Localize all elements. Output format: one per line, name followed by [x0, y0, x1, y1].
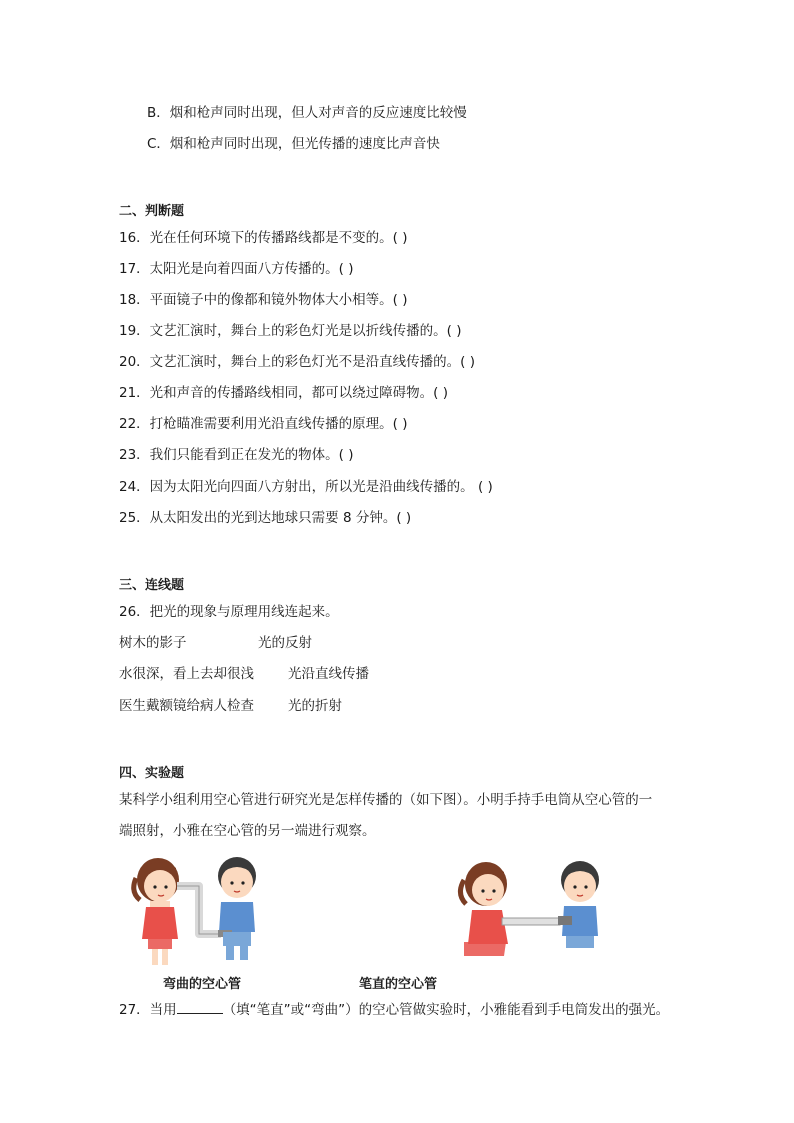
list-item: 16．光在任何环境下的传播路线都是不变的。( )	[119, 230, 408, 246]
list-item: 22．打枪瞄准需要利用光沿直线传播的原理。( )	[119, 416, 408, 432]
section-heading-experiment: 四、实验题	[119, 766, 185, 781]
matching-right-item: 光的折射	[288, 698, 342, 714]
list-item: 24．因为太阳光向四面八方射出，所以光是沿曲线传播的。 ( )	[119, 479, 493, 495]
list-item: 19．文艺汇演时，舞台上的彩色灯光是以折线传播的。( )	[119, 323, 462, 339]
list-item: 17．太阳光是向着四面八方传播的。( )	[119, 261, 354, 277]
matching-question: 26．把光的现象与原理用线连起来。	[119, 604, 339, 620]
caption-straight-tube: 笔直的空心管	[359, 977, 438, 992]
option-b: B．烟和枪声同时出现，但人对声音的反应速度比较慢	[147, 105, 467, 121]
matching-right-item: 光的反射	[258, 635, 312, 651]
option-c: C．烟和枪声同时出现，但光传播的速度比声音快	[147, 136, 440, 152]
girl-figure	[460, 862, 508, 956]
list-item: 18．平面镜子中的像都和镜外物体大小相等。( )	[119, 292, 408, 308]
list-item: 23．我们只能看到正在发光的物体。( )	[119, 447, 354, 463]
matching-left-item: 水很深，看上去却很浅	[119, 666, 254, 682]
matching-left-item: 医生戴额镜给病人检查	[119, 698, 254, 714]
section-heading-judgement: 二、判断题	[119, 204, 185, 219]
straight-tube-illustration	[452, 850, 612, 970]
list-item: 21．光和声音的传播路线相同，都可以绕过障碍物。( )	[119, 385, 449, 401]
experiment-intro-line-1: 某科学小组利用空心管进行研究光是怎样传播的（如下图）。小明手持手电筒从空心管的一	[119, 792, 653, 808]
matching-right-item: 光沿直线传播	[288, 666, 369, 682]
girl-figure	[134, 858, 179, 965]
boy-figure	[558, 861, 599, 948]
straight-tube	[502, 918, 560, 925]
curved-tube-illustration	[122, 850, 272, 970]
boy-figure	[218, 857, 256, 960]
caption-curved-tube: 弯曲的空心管	[163, 977, 242, 992]
question-27	[119, 999, 669, 1019]
list-item: 25．从太阳发出的光到达地球只需要 8 分钟。( )	[119, 510, 412, 526]
list-item: 20．文艺汇演时，舞台上的彩色灯光不是沿直线传播的。( )	[119, 354, 476, 370]
question-27-prefix: 27．当用	[119, 1002, 177, 1018]
answer-blank[interactable]	[177, 999, 223, 1014]
section-heading-matching: 三、连线题	[119, 578, 185, 593]
experiment-intro-line-2: 端照射，小雅在空心管的另一端进行观察。	[119, 823, 376, 839]
question-27-suffix: （填“笔直”或“弯曲”）的空心管做实验时，小雅能看到手电筒发出的强光。	[222, 1002, 670, 1018]
matching-left-item: 树木的影子	[119, 635, 187, 651]
